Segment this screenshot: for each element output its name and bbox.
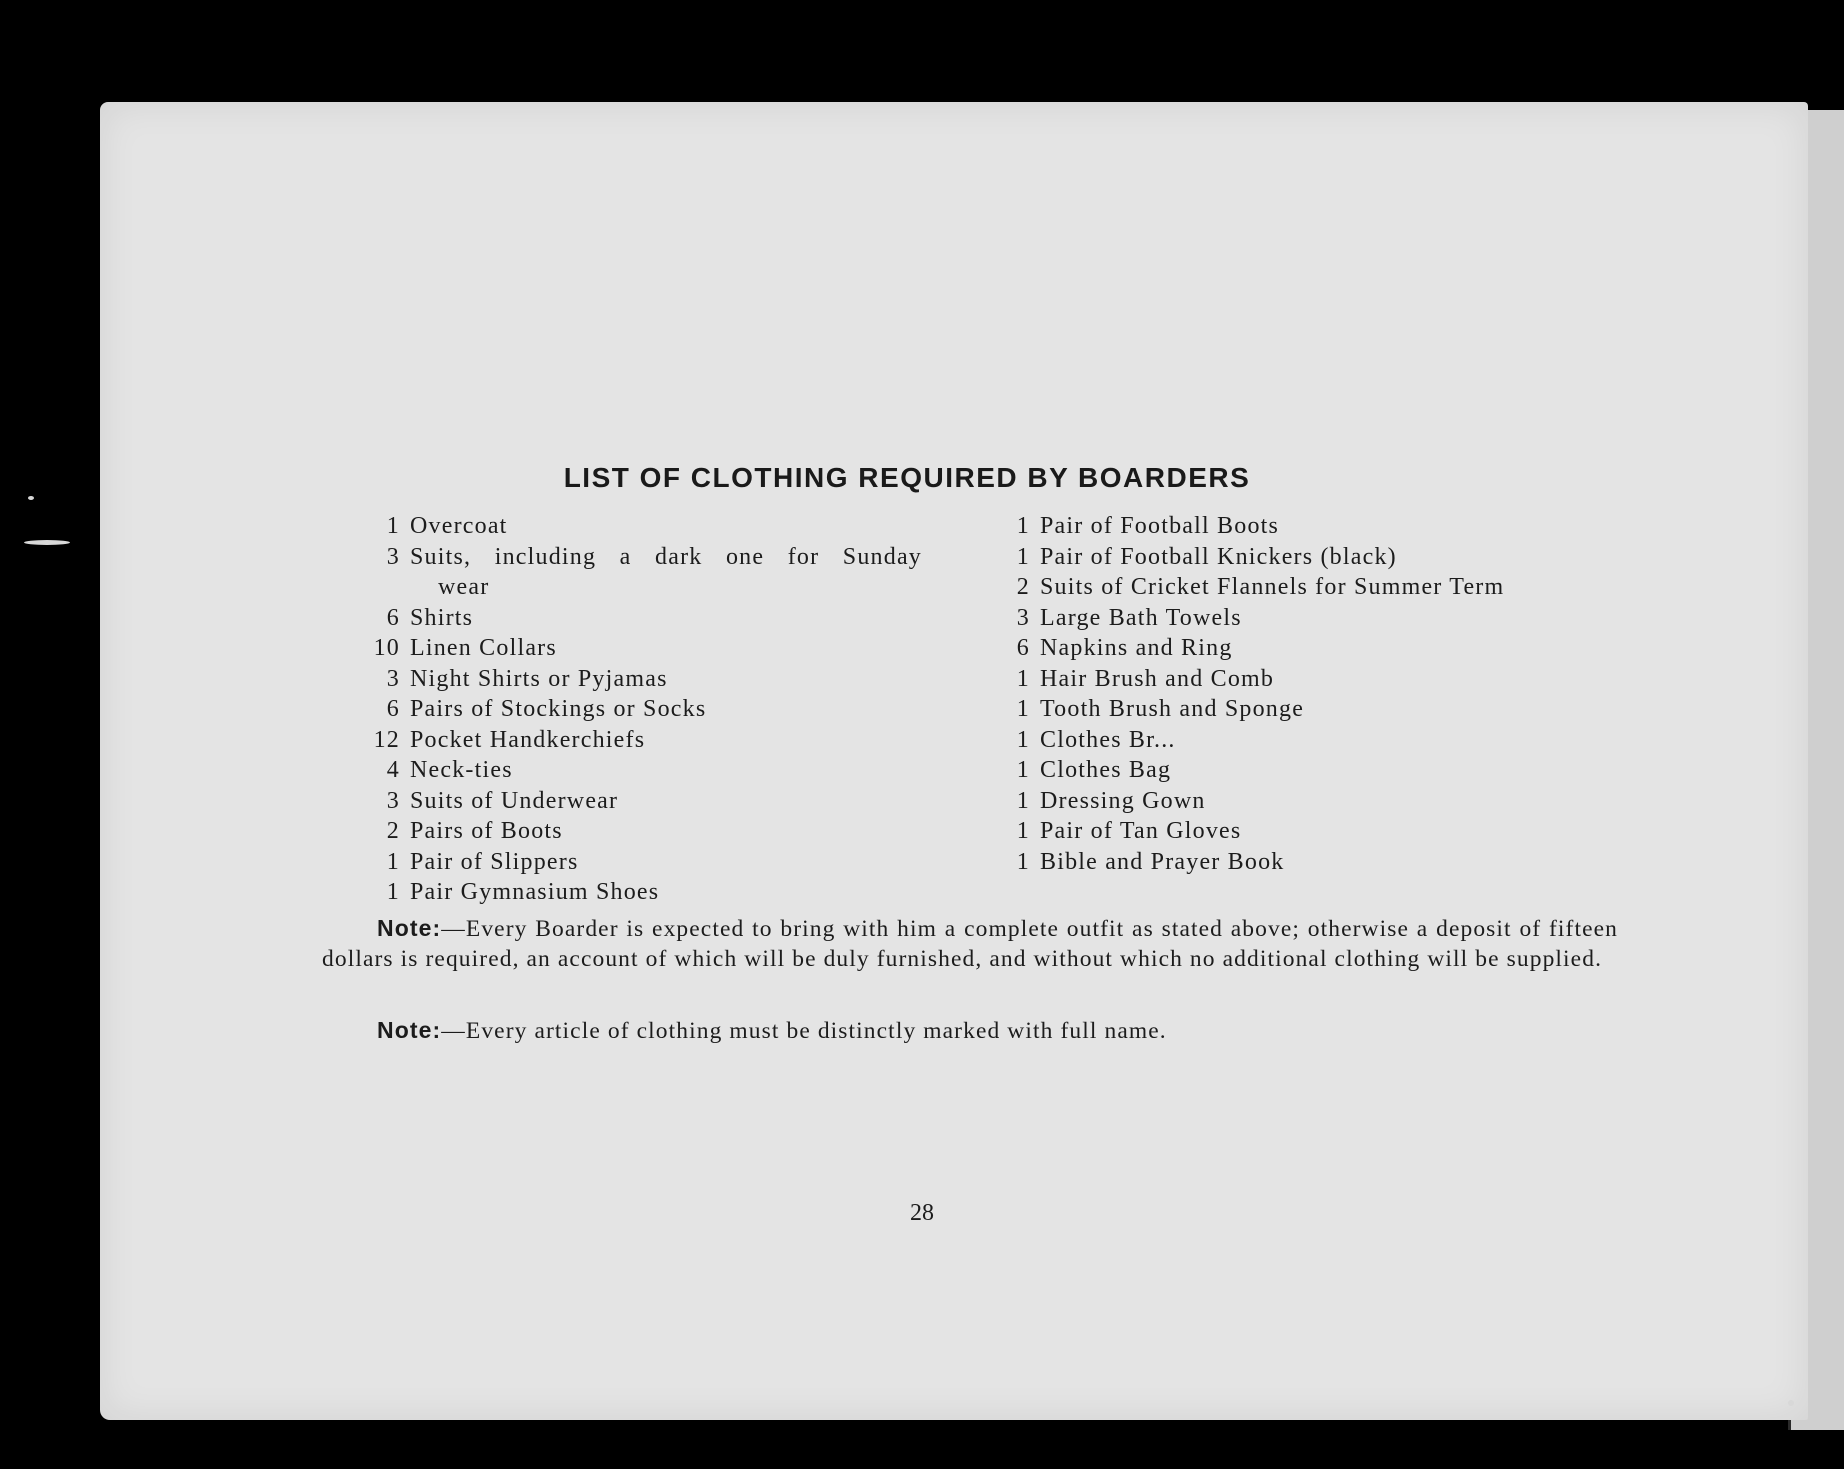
item-quantity: 6 — [386, 604, 400, 631]
item-name: Pairs of Stockings or Socks — [410, 696, 707, 722]
item-quantity: 1 — [1016, 513, 1030, 539]
item-name: Suits of Underwear — [410, 787, 619, 814]
list-item — [1000, 511, 1640, 542]
list-item — [352, 633, 922, 664]
item-quantity: 1 — [1016, 665, 1030, 692]
item-quantity: 1 — [386, 848, 400, 875]
list-item — [352, 877, 922, 908]
item-quantity: 12 — [373, 726, 400, 753]
list-item — [352, 694, 922, 725]
list-item — [352, 755, 922, 786]
list-item — [352, 542, 922, 573]
item-quantity: 4 — [386, 757, 400, 783]
clothing-list-left — [352, 511, 922, 908]
item-name: Suits, including a dark one for Sunday — [410, 543, 922, 570]
scan-speck — [1788, 1400, 1794, 1406]
item-quantity: 1 — [386, 879, 400, 905]
note-marking — [322, 1015, 1618, 1046]
item-quantity: 3 — [1016, 604, 1030, 631]
item-quantity: 1 — [1016, 848, 1030, 875]
list-item — [352, 603, 922, 634]
list-item — [1000, 664, 1640, 695]
item-name: Pair of Football Knickers (black) — [1040, 543, 1397, 570]
item-quantity: 6 — [1016, 635, 1030, 661]
item-name: Tooth Brush and Sponge — [1040, 696, 1305, 722]
item-name: Large Bath Towels — [1040, 604, 1242, 631]
item-quantity: 2 — [386, 818, 400, 844]
page-title: LIST OF CLOTHING REQUIRED BY BOARDERS — [563, 462, 1251, 493]
item-quantity: 3 — [386, 787, 400, 814]
item-name: Pairs of Boots — [410, 818, 563, 844]
item-quantity: 1 — [1016, 757, 1030, 783]
item-quantity: 1 — [386, 513, 400, 539]
item-name: Napkins and Ring — [1040, 635, 1233, 661]
item-quantity: 1 — [1016, 726, 1030, 753]
list-item — [1000, 603, 1640, 634]
item-quantity: 3 — [386, 665, 400, 692]
item-quantity: 1 — [1016, 543, 1030, 570]
list-item — [1000, 542, 1640, 573]
list-item — [1000, 847, 1640, 878]
item-name: Clothes Bag — [1040, 757, 1172, 783]
item-name: Pair of Football Boots — [1040, 513, 1280, 539]
list-item — [1000, 816, 1640, 847]
list-item — [1000, 633, 1640, 664]
list-item — [1000, 725, 1640, 756]
item-name: Dressing Gown — [1040, 787, 1206, 814]
item-quantity: 3 — [386, 543, 400, 570]
item-quantity: 10 — [373, 635, 400, 661]
list-item — [352, 847, 922, 878]
item-quantity: 1 — [1016, 787, 1030, 814]
note-deposit — [322, 913, 1618, 974]
item-name: Linen Collars — [410, 635, 557, 661]
item-name: Suits of Cricket Flannels for Summer Term — [1040, 574, 1505, 600]
item-name: Pair Gymnasium Shoes — [410, 879, 660, 905]
item-name: Night Shirts or Pyjamas — [410, 665, 668, 692]
item-quantity: 1 — [1016, 696, 1030, 722]
item-name: Overcoat — [410, 513, 508, 539]
note-label: Note: — [377, 1017, 442, 1043]
item-name: Pair of Slippers — [410, 848, 579, 875]
scan-speck — [24, 540, 70, 545]
list-item — [352, 786, 922, 817]
item-name: Hair Brush and Comb — [1040, 665, 1275, 692]
item-quantity: 2 — [1016, 574, 1030, 600]
list-item — [352, 511, 922, 542]
list-item — [1000, 572, 1640, 603]
item-quantity: 1 — [1016, 818, 1030, 844]
item-name: Clothes Br... — [1040, 726, 1176, 753]
item-name: Shirts — [410, 604, 474, 631]
list-item — [352, 664, 922, 695]
note-text: —Every article of clothing must be distinctly marked with full name. — [441, 1018, 1167, 1044]
scan-border — [0, 0, 100, 1469]
list-item — [1000, 755, 1640, 786]
clothing-list-right — [1000, 511, 1640, 877]
list-item-continuation: wear — [438, 574, 490, 600]
list-item — [352, 816, 922, 847]
note-label: Note: — [377, 915, 442, 941]
list-item — [352, 725, 922, 756]
page-number: 28 — [910, 1200, 934, 1226]
item-quantity: 6 — [386, 696, 400, 722]
list-item — [1000, 786, 1640, 817]
item-name: Pair of Tan Gloves — [1040, 818, 1242, 844]
item-name: Neck-ties — [410, 757, 513, 783]
item-name: Bible and Prayer Book — [1040, 848, 1285, 875]
item-name: Pocket Handkerchiefs — [410, 726, 646, 753]
note-text: —Every Boarder is expected to bring with him a complete outfit as stated above; otherwise a deposit of fifteen dollars is required, an account of which will be duly furnished, and without which no additional clothing will be supplied. — [322, 916, 1618, 972]
list-item — [1000, 694, 1640, 725]
scan-speck — [28, 496, 34, 500]
